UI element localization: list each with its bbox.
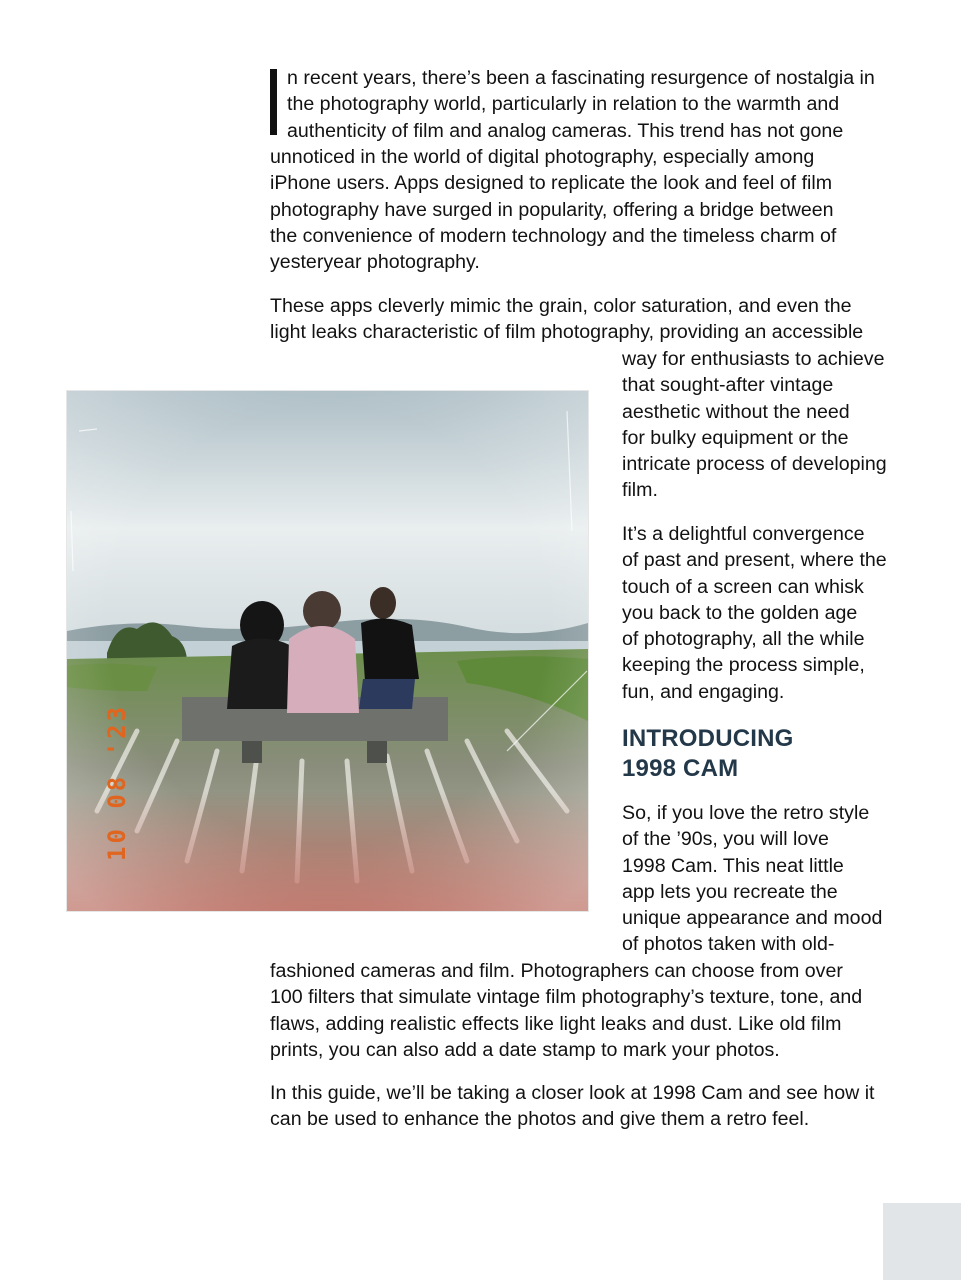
text-line: photography have surged in popularity, offering a bridge between xyxy=(270,198,834,221)
text-line: 100 filters that simulate vintage film photography’s texture, tone, and xyxy=(270,986,863,1009)
text-line: that sought-after vintage xyxy=(622,374,834,397)
text-line: unnoticed in the world of digital photography, especially among xyxy=(270,146,815,168)
text-line: touch of a screen can whisk xyxy=(622,575,864,598)
text-line: the photography world, particularly in relation to the warmth and xyxy=(287,93,840,116)
text-line: you back to the golden age xyxy=(622,601,858,624)
text-line: app lets you recreate the xyxy=(622,880,838,903)
text-line: intricate process of developing xyxy=(622,453,887,476)
text-line: authenticity of film and analog cameras. This trend has not gone xyxy=(287,119,844,142)
text-line: light leaks characteristic of film photography, providing an accessible xyxy=(270,321,864,344)
text-line: the convenience of modern technology and the timeless charm of xyxy=(270,224,837,247)
drop-cap-i xyxy=(270,69,277,135)
paragraph-1-rest xyxy=(270,144,930,275)
text-line: fashioned cameras and film. Photographers can choose from over xyxy=(270,960,843,982)
text-line: n recent years, there’s been a fascinating resurgence of nostalgia in xyxy=(287,67,875,89)
text-line: It’s a delightful convergence xyxy=(622,523,865,545)
paragraph-5 xyxy=(270,1080,930,1133)
text-line: These apps cleverly mimic the grain, color saturation, and even the xyxy=(270,295,852,317)
retro-photo xyxy=(66,390,589,912)
text-line: 1998 Cam. This neat little xyxy=(622,854,844,877)
text-line: for bulky equipment or the xyxy=(622,426,849,449)
section-heading xyxy=(622,724,922,784)
paragraph-1-intro xyxy=(287,65,927,144)
text-line: way for enthusiasts to achieve xyxy=(622,348,885,370)
text-line: flaws, adding realistic effects like light leaks and dust. Like old film xyxy=(270,1012,842,1035)
text-line: unique appearance and mood xyxy=(622,907,883,930)
date-stamp: 10 08 '23 xyxy=(103,703,131,861)
text-line: film. xyxy=(622,479,658,502)
vignette xyxy=(67,391,588,911)
paragraph-4-column xyxy=(622,800,922,958)
text-line: yesteryear photography. xyxy=(270,251,480,274)
text-line: of past and present, where the xyxy=(622,549,887,572)
text-line: keeping the process simple, xyxy=(622,654,865,677)
text-line: iPhone users. Apps designed to replicate the look and feel of film xyxy=(270,172,833,195)
paragraph-2-column xyxy=(622,346,922,504)
paragraph-4-wide xyxy=(270,958,930,1063)
text-line: So, if you love the retro style xyxy=(622,802,870,824)
heading-line: INTRODUCING xyxy=(622,725,794,752)
text-line: fun, and engaging. xyxy=(622,680,785,703)
text-line: In this guide, we’ll be taking a closer look at 1998 Cam and see how it xyxy=(270,1082,875,1104)
text-line: aesthetic without the need xyxy=(622,400,850,423)
page-corner-block xyxy=(883,1203,961,1280)
text-line: of the ’90s, you will love xyxy=(622,828,829,851)
photo-illustration xyxy=(67,391,588,911)
text-line: prints, you can also add a date stamp to mark your photos. xyxy=(270,1038,780,1061)
text-line: can be used to enhance the photos and give them a retro feel. xyxy=(270,1108,810,1131)
paragraph-3 xyxy=(622,521,922,705)
paragraph-2-wide xyxy=(270,293,930,346)
heading-line: 1998 CAM xyxy=(622,755,739,782)
text-line: of photography, all the while xyxy=(622,628,865,651)
text-line: of photos taken with old- xyxy=(622,933,835,956)
